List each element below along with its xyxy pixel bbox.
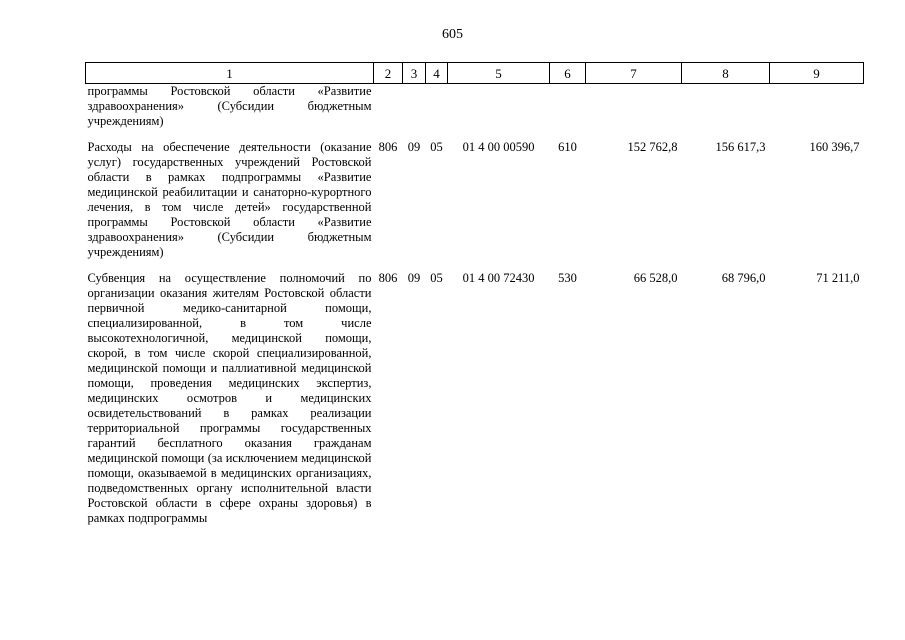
- row-subsection-code: [426, 84, 448, 141]
- row-year3-amount: 71 211,0: [816, 271, 860, 285]
- row-year2-amount: [682, 84, 770, 141]
- row-ministry-code: 806: [378, 271, 398, 285]
- budget-table: [85, 62, 864, 537]
- column-header: 1: [86, 63, 374, 84]
- column-header: 5: [448, 63, 550, 84]
- row-section-code: 09: [407, 140, 421, 154]
- row-year3-amount: 160 396,7: [809, 140, 860, 154]
- row-year2-amount: 156 617,3: [715, 140, 766, 154]
- column-header: 4: [426, 63, 448, 84]
- row-year1-amount: 152 762,8: [627, 140, 678, 154]
- row-name: программы Ростовской области «Развитие здравоохранения» (Субсидии бюджетным учреждениям): [87, 84, 372, 128]
- row-year1-amount: 66 528,0: [633, 271, 678, 285]
- row-ministry-code: 806: [378, 140, 398, 154]
- row-expense-type: 610: [558, 140, 577, 154]
- column-header: 8: [682, 63, 770, 84]
- header-row: [86, 63, 864, 84]
- table-row: [86, 140, 864, 271]
- column-header: 6: [550, 63, 586, 84]
- row-ministry-code: [374, 84, 403, 141]
- row-year2-amount: 68 796,0: [721, 271, 766, 285]
- column-header: 9: [770, 63, 864, 84]
- column-header: 3: [403, 63, 426, 84]
- row-name: Расходы на обеспечение деятельности (оказание услуг) государственных учреждений Ростовской области в рамках подпрограммы «Развитие медицинской реабилитации и санаторно-курортного лечения, в том числе детей» государственной программы Ростовской области «Развитие здравоохранения» (Субсидии бюджетным учреждениям): [87, 140, 372, 259]
- table-row: [86, 84, 864, 141]
- row-name: Субвенция на осуществление полномочий по организации оказания жителям Ростовской области первичной медико-санитарной помощи, специализированной, в том числе высокотехнологичной, медицинской помощи, скорой, в том числе скорой специализированной, медицинской помощи и паллиативной медицинской помощи, проведения медицинских экспертиз, медицинских осмотров и медицинских освидетельствований в рамках реализации территориальной программы государственных гарантий бесплатного оказания гражданам медицинской помощи (за исключением медицинской помощи, оказываемой в медицинских организациях, подведомственных органу исполнительной власти Ростовской области в сфере охраны здоровья) в рамках подпрограммы: [87, 271, 372, 525]
- row-subsection-code: 05: [430, 140, 443, 154]
- row-subsection-code: 05: [430, 271, 443, 285]
- row-target-article: 01 4 00 72430: [462, 271, 535, 285]
- row-year1-amount: [586, 84, 682, 141]
- page-number: 605: [442, 27, 463, 42]
- row-year3-amount: [770, 84, 864, 141]
- row-section-code: [403, 84, 426, 141]
- row-expense-type: [550, 84, 586, 141]
- table-row: [86, 271, 864, 537]
- column-header: 2: [374, 63, 403, 84]
- row-expense-type: 530: [558, 271, 577, 285]
- row-target-article: 01 4 00 00590: [462, 140, 535, 154]
- row-target-article: [448, 84, 550, 141]
- column-header: 7: [586, 63, 682, 84]
- row-section-code: 09: [407, 271, 421, 285]
